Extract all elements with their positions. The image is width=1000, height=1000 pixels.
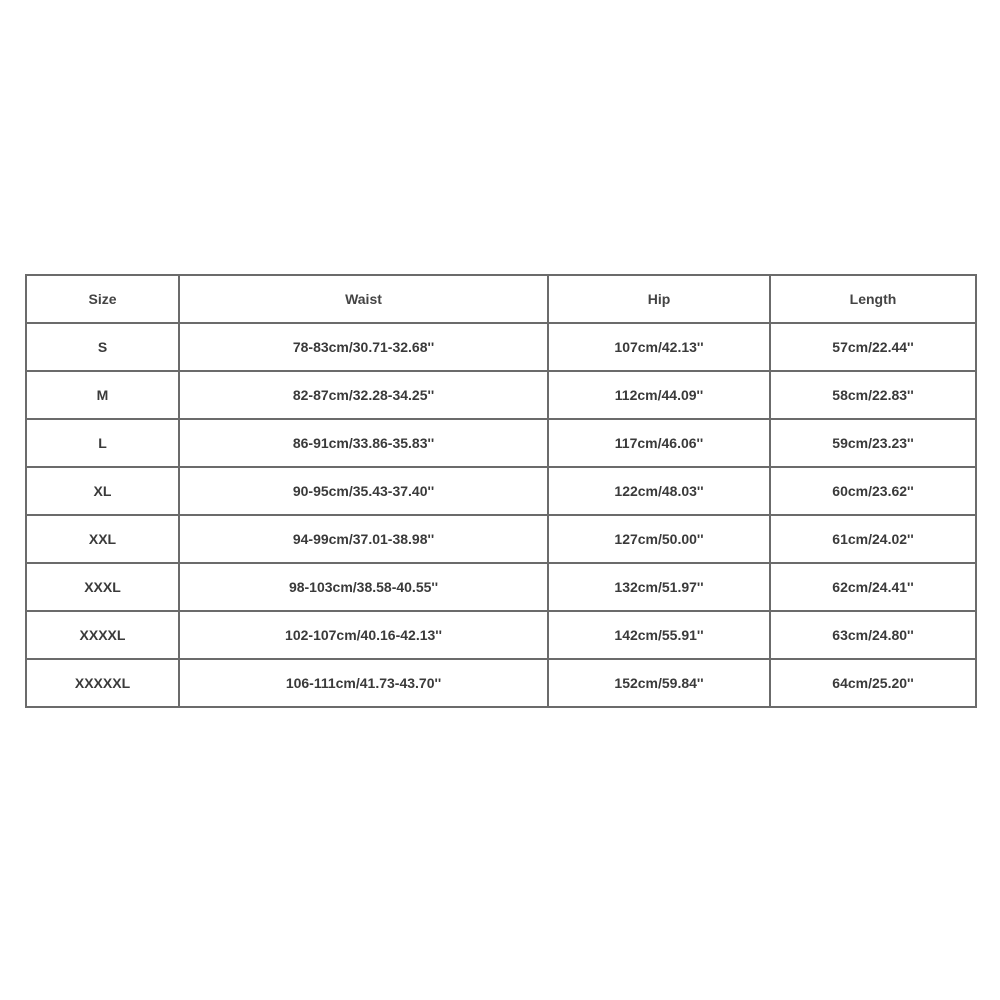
table-row <box>26 611 976 659</box>
size-chart-table <box>25 274 977 708</box>
cell-length: 58cm/22.83'' <box>770 371 976 419</box>
cell-size: XXXL <box>26 563 179 611</box>
header-length: Length <box>770 275 976 323</box>
cell-waist: 106-111cm/41.73-43.70'' <box>179 659 548 707</box>
cell-hip: 107cm/42.13'' <box>548 323 770 371</box>
table-row <box>26 323 976 371</box>
cell-size: S <box>26 323 179 371</box>
cell-hip: 132cm/51.97'' <box>548 563 770 611</box>
cell-length: 63cm/24.80'' <box>770 611 976 659</box>
table-header-row <box>26 275 976 323</box>
cell-size: XXL <box>26 515 179 563</box>
header-hip: Hip <box>548 275 770 323</box>
table-row <box>26 467 976 515</box>
table-row <box>26 563 976 611</box>
cell-waist: 98-103cm/38.58-40.55'' <box>179 563 548 611</box>
cell-waist: 102-107cm/40.16-42.13'' <box>179 611 548 659</box>
cell-waist: 86-91cm/33.86-35.83'' <box>179 419 548 467</box>
cell-waist: 82-87cm/32.28-34.25'' <box>179 371 548 419</box>
cell-waist: 90-95cm/35.43-37.40'' <box>179 467 548 515</box>
cell-length: 57cm/22.44'' <box>770 323 976 371</box>
table-row <box>26 419 976 467</box>
cell-length: 64cm/25.20'' <box>770 659 976 707</box>
table-row <box>26 515 976 563</box>
table-row <box>26 659 976 707</box>
cell-waist: 78-83cm/30.71-32.68'' <box>179 323 548 371</box>
cell-length: 59cm/23.23'' <box>770 419 976 467</box>
cell-size: L <box>26 419 179 467</box>
header-waist: Waist <box>179 275 548 323</box>
cell-hip: 122cm/48.03'' <box>548 467 770 515</box>
cell-hip: 152cm/59.84'' <box>548 659 770 707</box>
cell-hip: 142cm/55.91'' <box>548 611 770 659</box>
cell-hip: 117cm/46.06'' <box>548 419 770 467</box>
cell-size: M <box>26 371 179 419</box>
cell-size: XL <box>26 467 179 515</box>
cell-waist: 94-99cm/37.01-38.98'' <box>179 515 548 563</box>
cell-size: XXXXL <box>26 611 179 659</box>
cell-hip: 112cm/44.09'' <box>548 371 770 419</box>
cell-size: XXXXXL <box>26 659 179 707</box>
header-size: Size <box>26 275 179 323</box>
cell-hip: 127cm/50.00'' <box>548 515 770 563</box>
cell-length: 61cm/24.02'' <box>770 515 976 563</box>
cell-length: 60cm/23.62'' <box>770 467 976 515</box>
table-row <box>26 371 976 419</box>
cell-length: 62cm/24.41'' <box>770 563 976 611</box>
